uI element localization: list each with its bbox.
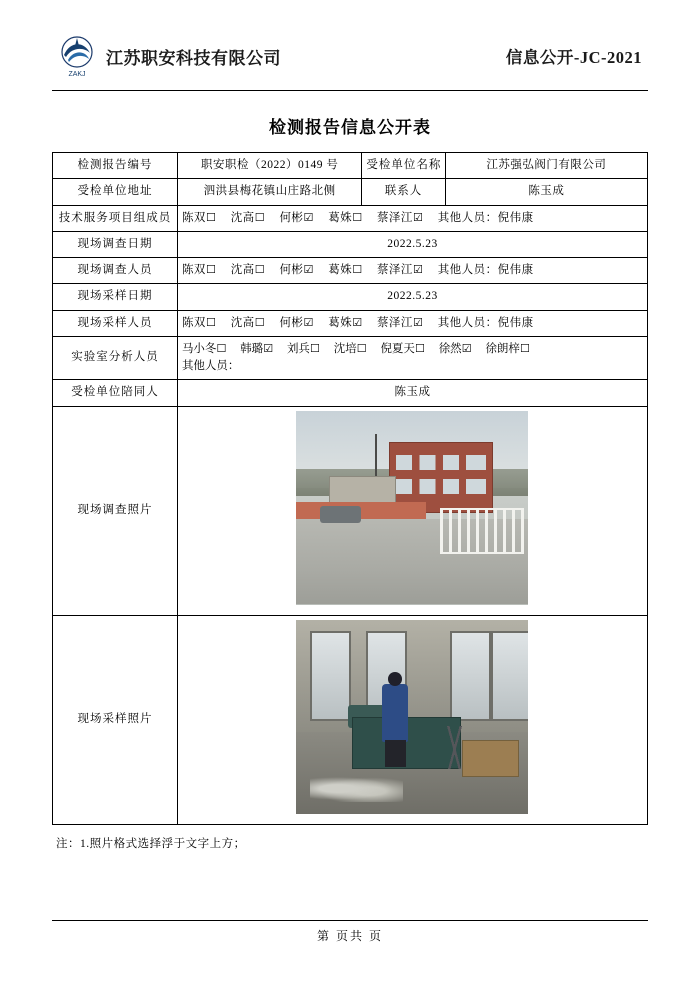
staff-item: 葛姝☐ [328, 210, 363, 224]
checkbox-icon[interactable]: ☐ [309, 341, 320, 355]
accompany-value: 陈玉成 [177, 380, 647, 406]
survey-date-value: 2022.5.23 [177, 231, 647, 257]
checkbox-icon[interactable]: ☑ [303, 263, 314, 276]
table-row [53, 153, 648, 179]
table-note: 注：1.照片格式选择浮于文字上方； [56, 838, 246, 850]
staff-item: 徐朗梓☐ [485, 341, 530, 355]
lab-analysts-line1 [182, 341, 643, 358]
table-row [53, 336, 648, 380]
sampling-date-label: 现场采样日期 [53, 284, 178, 310]
report-no-label: 检测报告编号 [53, 153, 178, 179]
page-title: 检测报告信息公开表 [269, 118, 431, 137]
client-value: 江苏强弘阀门有限公司 [445, 153, 647, 179]
checkbox-icon[interactable]: ☐ [356, 341, 367, 355]
checkbox-icon[interactable]: ☐ [352, 263, 363, 276]
report-info-table [52, 152, 648, 825]
table-row [53, 406, 648, 615]
checkbox-icon[interactable]: ☑ [412, 315, 424, 329]
lab-analysts-label: 实验室分析人员 [53, 336, 178, 380]
staff-item: 沈高☐ [230, 210, 266, 224]
staff-item: 徐然☑ [438, 341, 472, 355]
survey-date-label: 现场调查日期 [53, 231, 178, 257]
staff-other: 其他人员：倪伟康 [437, 211, 534, 224]
staff-item: 刘兵☐ [286, 341, 320, 355]
address-value: 泗洪县梅花镇山庄路北侧 [177, 179, 361, 205]
checkbox-icon[interactable]: ☐ [205, 210, 217, 224]
sampling-photo-image [296, 620, 528, 814]
table-row [53, 231, 648, 257]
staff-item: 倪夏天☐ [380, 341, 425, 355]
checkbox-icon[interactable]: ☑ [303, 210, 314, 224]
staff-item: 马小冬☐ [181, 341, 227, 355]
address-label: 受检单位地址 [53, 179, 178, 205]
staff-item: 蔡泽江☑ [376, 210, 424, 224]
staff-item: 陈双☐ [181, 263, 217, 276]
table-row [53, 205, 648, 231]
checkbox-icon[interactable]: ☑ [303, 315, 314, 329]
lab-analysts-line2: 其他人员： [181, 360, 240, 372]
survey-photo-label: 现场调查照片 [53, 406, 178, 615]
checkbox-icon[interactable]: ☑ [412, 263, 424, 276]
staff-item: 蔡泽江☑ [376, 315, 424, 329]
company-logo-icon [54, 33, 100, 79]
staff-item: 沈培☐ [333, 341, 367, 355]
contact-label: 联系人 [362, 179, 445, 205]
staff-other: 其他人员：倪伟康 [437, 316, 534, 329]
checkbox-icon[interactable]: ☐ [254, 315, 266, 329]
contact-value: 陈玉成 [445, 179, 647, 205]
staff-item: 蔡泽江☑ [376, 263, 424, 276]
staff-item: 葛姝☐ [328, 263, 363, 276]
table-row [53, 179, 648, 205]
staff-other: 其他人员：倪伟康 [437, 264, 534, 276]
accompany-label: 受检单位陪同人 [53, 380, 178, 406]
sampling-photo-label: 现场采样照片 [53, 615, 178, 824]
checkbox-icon[interactable]: ☑ [461, 341, 472, 355]
tech-team-label: 技术服务项目组成员 [53, 205, 178, 231]
staff-item: 韩璐☑ [240, 341, 274, 355]
client-label: 受检单位名称 [362, 153, 445, 179]
checkbox-icon[interactable]: ☑ [352, 315, 363, 329]
table-row [53, 258, 648, 284]
checkbox-icon[interactable]: ☐ [216, 341, 227, 355]
checkbox-icon[interactable]: ☑ [263, 341, 274, 355]
survey-staff-label: 现场调查人员 [53, 258, 178, 284]
checkbox-icon[interactable]: ☐ [205, 315, 217, 329]
page-header [52, 28, 648, 91]
checkbox-icon[interactable]: ☐ [254, 210, 266, 224]
report-no-value: 职安职检（2022）0149 号 [177, 153, 361, 179]
staff-item: 葛姝☑ [328, 315, 363, 329]
svg-text:ZAKJ: ZAKJ [68, 71, 86, 78]
staff-item: 何彬☑ [279, 315, 314, 329]
sampling-date-value: 2022.5.23 [177, 284, 647, 310]
table-row [53, 615, 648, 824]
company-name: 江苏职安科技有限公司 [106, 48, 281, 68]
staff-item: 陈双☐ [181, 315, 217, 329]
survey-photo-image [296, 411, 528, 605]
staff-item: 沈高☐ [230, 315, 266, 329]
tech-team-value [177, 205, 647, 231]
staff-item: 沈高☐ [230, 263, 266, 276]
sampling-photo-cell [177, 615, 647, 824]
document-code: 信息公开-JC-2021 [505, 48, 642, 67]
staff-item: 何彬☑ [279, 210, 314, 224]
checkbox-icon[interactable]: ☐ [205, 263, 217, 276]
staff-item: 陈双☐ [181, 210, 217, 224]
checkbox-icon[interactable]: ☐ [352, 210, 363, 224]
lab-analysts-value [177, 336, 647, 380]
survey-staff-value [177, 258, 647, 284]
staff-item: 何彬☑ [279, 263, 314, 276]
page-footer: 第 页共 页 [52, 920, 648, 944]
table-row [53, 284, 648, 310]
sampling-staff-label: 现场采样人员 [53, 310, 178, 336]
table-row [53, 310, 648, 336]
survey-photo-cell [177, 406, 647, 615]
checkbox-icon[interactable]: ☑ [412, 210, 424, 224]
checkbox-icon[interactable]: ☐ [254, 263, 266, 276]
checkbox-icon[interactable]: ☐ [519, 341, 530, 355]
checkbox-icon[interactable]: ☐ [414, 341, 425, 355]
sampling-staff-value [177, 310, 647, 336]
brand-block [54, 33, 281, 79]
table-row [53, 380, 648, 406]
